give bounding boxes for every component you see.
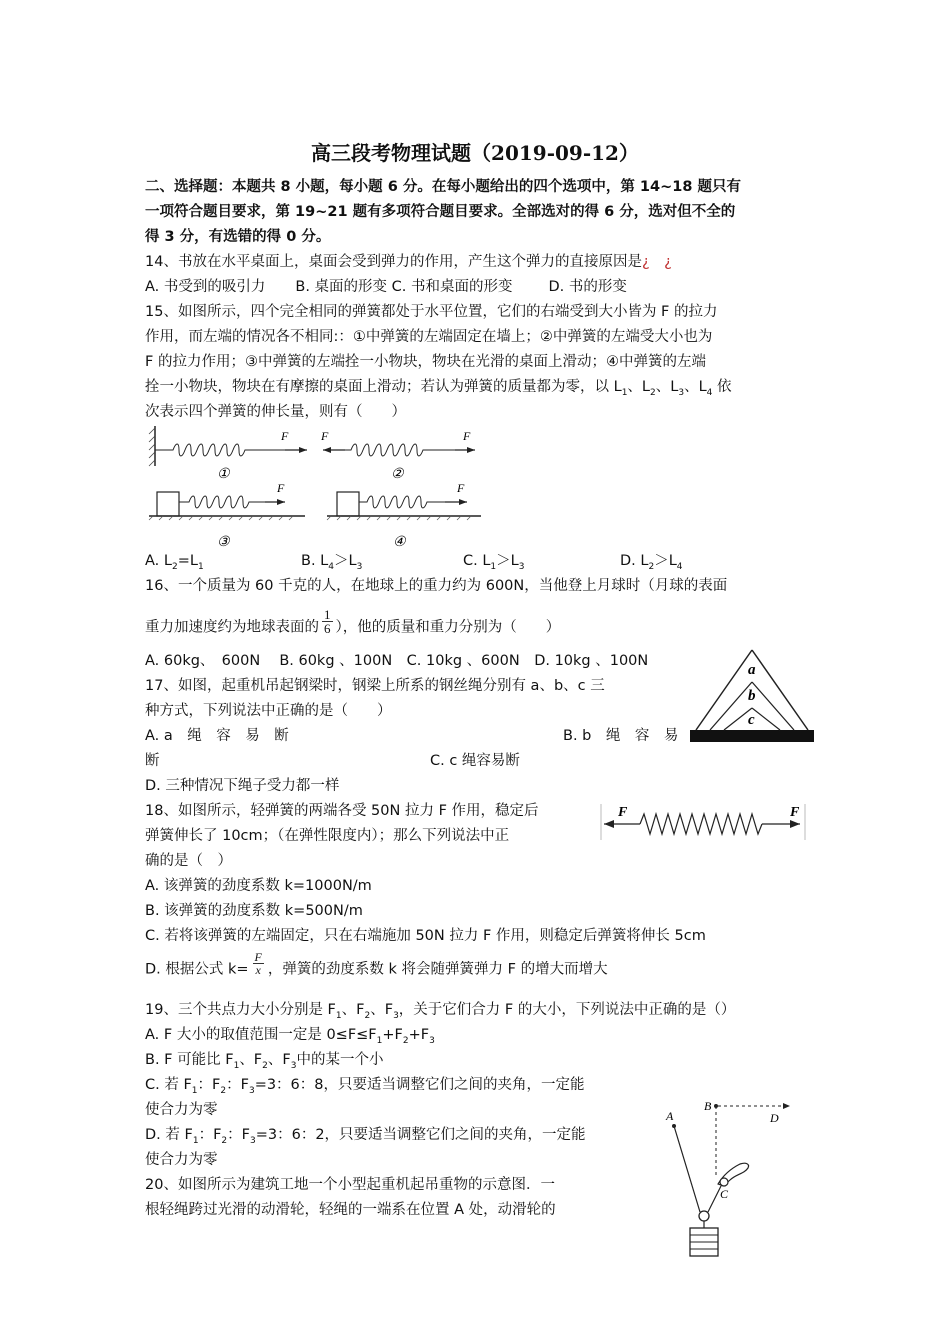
q16-line-1: 16、一个质量为 60 千克的人，在地球上的重力约为 600N，当他登上月球时（月球的表面: [145, 578, 728, 594]
svg-text:C: C: [720, 1187, 729, 1201]
q16-fraction: $\frac{1}{6}$: [324, 607, 331, 636]
q18-option-d: D. 根据公式 k= $\frac{F}{x}$ ，弹簧的劲度系数 k 将会随弹簧弹力 F 的增大而增大: [145, 950, 608, 978]
q15-option-b: B. $L_4>L_3$: [301, 553, 363, 572]
q18-fraction: $\frac{F}{x}$: [254, 950, 262, 977]
spring-1: [155, 444, 285, 456]
svg-text:①: ①: [217, 467, 230, 482]
q15-option-a: A. $L_2=L_1$: [145, 553, 204, 572]
svg-text:c: c: [748, 712, 755, 728]
q19-option-d-cont: 使合力为零: [145, 1152, 218, 1168]
block-3: [157, 492, 179, 516]
q18-spring-figure: [600, 800, 806, 844]
q18-line-3: 确的是（ ）: [145, 853, 232, 869]
svg-text:F: F: [463, 429, 471, 443]
q20-line-1: 20、如图所示为建筑工地一个小型起重机起吊重物的示意图．一: [145, 1177, 555, 1193]
svg-text:③: ③: [217, 535, 230, 550]
q15-springs-figure: [145, 420, 485, 550]
q19-option-c: C. 若 $F_1$：$F_2$：$F_3=3$：6：8，只要适当调整它们之间的夹角，一定能: [145, 1077, 585, 1096]
q14-option-b: B. 桌面的形变: [295, 279, 388, 295]
svg-text:F: F: [321, 429, 329, 443]
q17-crane-rope-figure: [688, 648, 816, 744]
q15-option-d: D. $L_2>L_4$: [620, 553, 683, 572]
q14-garbled-marks: ¿ ¿: [641, 254, 672, 270]
svg-text:F: F: [790, 805, 800, 820]
q17-option-c: C. c 绳容易断: [430, 753, 520, 769]
q16-options: A. 60kg、 600N B. 60kg 、100N C. 10kg 、600N D. 10kg 、100N: [145, 653, 649, 669]
q17-option-d: D. 三种情况下绳子受力都一样: [145, 778, 340, 794]
q19-option-d: D. 若 $F_1$：$F_2$：$F_3=3$：6：2，只要适当调整它们之间的夹角，一定能: [145, 1127, 586, 1146]
section-instructions-line-1: 二、选择题：本题共 8 小题，每小题 6 分。在每小题给出的四个选项中，第 14~18 题只有: [145, 179, 741, 195]
svg-text:④: ④: [393, 535, 406, 550]
q18-line-1: 18、如图所示，轻弹簧的两端各受 50N 拉力 F 作用，稳定后: [145, 803, 539, 819]
q19-stem: 19、三个共点力大小分别是 $F_1$、$F_2$、$F_3$，关于它们合力 F 的大小，下列说法中正确的是（）: [145, 1002, 736, 1021]
svg-text:B: B: [704, 1099, 712, 1113]
q19-option-c-cont: 使合力为零: [145, 1102, 218, 1118]
svg-text:F: F: [457, 481, 465, 495]
q15-option-c: C. $L_1>L_3$: [463, 553, 525, 572]
q18-option-b: B. 该弹簧的劲度系数 k=500N/m: [145, 903, 363, 919]
q18-option-c: C. 若将该弹簧的左端固定，只在右端施加 50N 拉力 F 作用，则稳定后弹簧将伸长 5cm: [145, 928, 706, 944]
q19-option-a: A. F 大小的取值范围一定是 $0\le F\le F_1+F_2+F_3$: [145, 1027, 435, 1046]
page-title: 高三段考物理试题（2019-09-12）: [311, 141, 639, 165]
q15-line-5: 次表示四个弹簧的伸长量，则有（ ）: [145, 404, 406, 420]
svg-text:a: a: [748, 662, 756, 678]
q18-spring: [640, 814, 762, 834]
q15-line-4: 拴一小物块，物块在有摩擦的桌面上滑动；若认为弹簧的质量都为零，以 $L_1$、$L_2$、$L_3$、$L_4$ 依: [145, 379, 732, 398]
q14-option-c: C. 书和桌面的形变: [391, 279, 513, 295]
q19-option-b: B. F 可能比 $F_1$、$F_2$、$F_3$中的某一个小: [145, 1052, 384, 1071]
section-instructions-line-2: 一项符合题目要求，第 19~21 题有多项符合题目要求。全部选对的得 6 分，选对但不全的: [145, 204, 736, 220]
svg-text:F: F: [281, 429, 289, 443]
q17-option-b-continued: 断: [145, 753, 160, 769]
q15-line-1: 15、如图所示，四个完全相同的弹簧都处于水平位置，它们的右端受到大小皆为 F 的拉力: [145, 304, 718, 320]
svg-text:F: F: [277, 481, 285, 495]
spring-2: [345, 444, 455, 456]
svg-text:②: ②: [391, 467, 404, 482]
q17-line-2: 种方式，下列说法中正确的是（ ）: [145, 703, 392, 719]
svg-text:A: A: [666, 1109, 674, 1123]
q18-option-a: A. 该弹簧的劲度系数 k=1000N/m: [145, 878, 372, 894]
q14-options: [145, 275, 627, 299]
q14-option-a: A. 书受到的吸引力: [145, 279, 266, 295]
q17-option-a: A. a 绳 容 易 断: [145, 728, 289, 744]
q20-line-2: 根轻绳跨过光滑的动滑轮，轻绳的一端系在位置 A 处，动滑轮的: [145, 1202, 556, 1218]
q18-line-2: 弹簧伸长了 10cm；（在弹性限度内）；那么下列说法中正: [145, 828, 510, 844]
q17-option-b: B. b 绳 容 易: [563, 728, 679, 744]
q16-line-2: 重力加速度约为地球表面的 $\frac{1}{6}$ ），他的质量和重力分别为（ ）: [145, 607, 561, 636]
q20-crane-figure: [662, 1092, 802, 1262]
svg-text:D: D: [770, 1111, 779, 1125]
q17-line-1: 17、如图，起重机吊起钢梁时，钢梁上所系的钢丝绳分别有 a、b、c 三: [145, 678, 605, 694]
q14-stem: 14、书放在水平桌面上，桌面会受到弹力的作用，产生这个弹力的直接原因是¿ ¿: [145, 254, 672, 270]
block-4: [337, 492, 359, 516]
spring-3: [179, 496, 265, 508]
svg-text:b: b: [748, 688, 756, 704]
q14-option-d: D. 书的形变: [548, 279, 627, 295]
svg-text:F: F: [618, 805, 628, 820]
spring-4: [359, 496, 445, 508]
q15-line-2: 作用，而左端的情况各不相同:：①中弹簧的左端固定在墙上；②中弹簧的左端受大小也为: [145, 329, 713, 345]
q15-line-3: F 的拉力作用；③中弹簧的左端拴一小物块，物块在光滑的桌面上滑动；④中弹簧的左端: [145, 354, 706, 370]
section-instructions-line-3: 得 3 分，有选错的得 0 分。: [145, 229, 331, 245]
pulley: [699, 1211, 709, 1221]
